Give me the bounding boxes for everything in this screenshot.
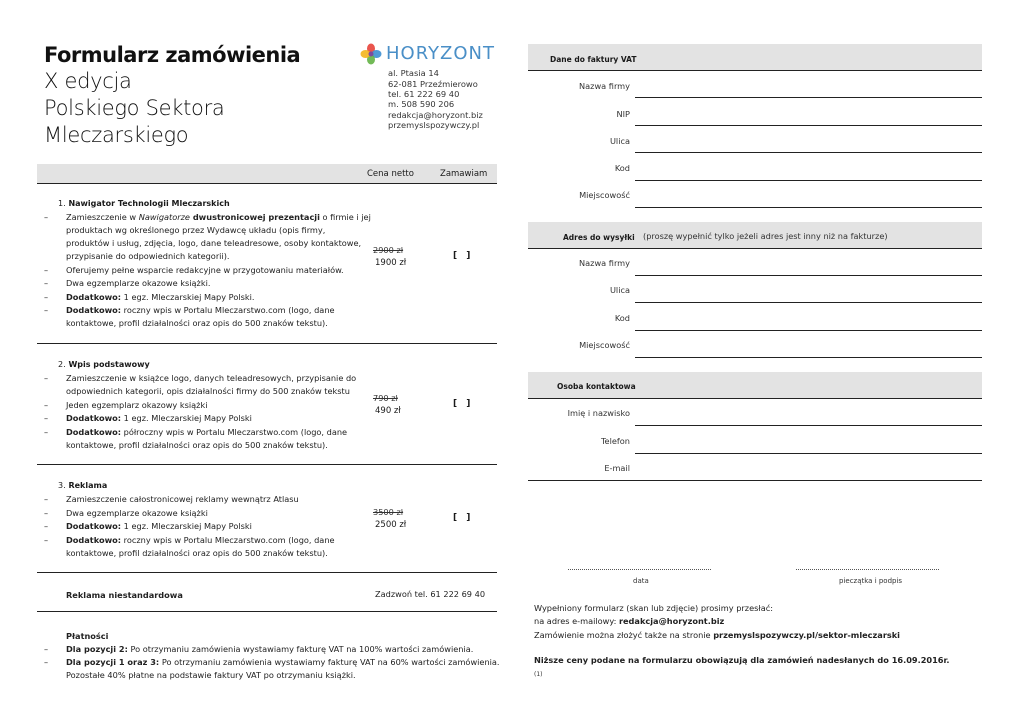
item-3-order-checkbox[interactable]: [ ] [453, 513, 474, 523]
item-3-dash: – [44, 508, 49, 518]
date-field[interactable] [568, 569, 711, 570]
item-1-line-6: Dwa egzemplarze okazowe książki. [66, 278, 211, 288]
shipping-street-label: Ulica [609, 285, 630, 295]
shipping-section-title: Adres do wysyłki [563, 233, 635, 242]
item-2-line-5: Dodatkowo: półroczny wpis w Portalu Mleczarstwo.com (logo, dane [66, 427, 348, 437]
row-divider [37, 572, 497, 573]
contact-phone-label: Telefon [600, 436, 630, 446]
item-1-new-price: 1900 zł [375, 258, 407, 268]
invoice-street-label: Ulica [609, 136, 630, 146]
invoice-city-label: Miejscowość [579, 190, 630, 200]
invoice-company-label: Nazwa firmy [579, 81, 630, 91]
contact-phone-field[interactable] [635, 453, 982, 454]
item-2-line-3: Jeden egzemplarz okazowy książki [66, 400, 208, 410]
item-2-line-6: kontaktowe, profil działalności oraz opis do 500 znaków tekstu). [66, 440, 328, 450]
item-3-line-2: Dwa egzemplarze okazowe książki [66, 508, 208, 518]
invoice-nip-label: NIP [616, 109, 630, 119]
item-3-line-1: Zamieszczenie całostronicowej reklamy wewnątrz Atlasu [66, 494, 299, 504]
submit-instructions: Wypełniony formularz (skan lub zdjęcie) prosimy przesłać: [534, 603, 773, 613]
item-3-dash: – [44, 521, 49, 531]
shipping-postcode-label: Kod [614, 313, 630, 323]
title-sector-1: Polskiego Sektora [44, 96, 225, 120]
item-1-dash: – [44, 278, 49, 288]
item-2-dash: – [44, 373, 49, 383]
publisher-phone: tel. 61 222 69 40 [388, 89, 460, 99]
publisher-address-2: 62-081 Przeźmierowo [388, 79, 478, 89]
contact-email-field[interactable] [528, 480, 982, 481]
col-order-header: Zamawiam [440, 169, 488, 179]
shipping-note: (proszę wypełnić tylko jeżeli adres jest inny niż na fakturze) [643, 231, 888, 241]
horyzont-logo-icon [360, 43, 382, 65]
invoice-postcode-field[interactable] [635, 180, 982, 181]
item-2-dash: – [44, 413, 49, 423]
payments-dash: – [44, 657, 49, 667]
publisher-name: HORYZONT [386, 43, 496, 64]
item-2-line-2: odpowiednich kategorii, opis działalności firmy do 500 znaków tekstu [66, 386, 350, 396]
item-1-line-7: Dodatkowo: 1 egz. Mleczarskiej Mapy Polski. [66, 292, 255, 302]
payments-line-3: Pozostałe 40% płatne na podstawie faktury VAT po otrzymaniu książki. [66, 670, 356, 680]
payments-dash: – [44, 644, 49, 654]
item-2-title: 2. Wpis podstawowy [58, 360, 150, 369]
item-3-line-4: Dodatkowo: roczny wpis w Portalu Mleczarstwo.com (logo, dane [66, 535, 335, 545]
stamp-signature-label: pieczątka i podpis [839, 577, 903, 585]
price-table-header [37, 164, 497, 184]
item-1-line-8: Dodatkowo: roczny wpis w Portalu Mleczarstwo.com (logo, dane [66, 305, 335, 315]
item-2-old-price: 790 zł [373, 393, 398, 403]
stamp-signature-field[interactable] [796, 569, 939, 570]
shipping-company-field[interactable] [635, 275, 982, 276]
item-3-old-price: 3500 zł [373, 507, 404, 517]
title-edition: X edycja [44, 69, 132, 93]
item-3-dash: – [44, 494, 49, 504]
item-1-dash: – [44, 265, 49, 275]
shipping-postcode-field[interactable] [635, 330, 982, 331]
item-1-order-checkbox[interactable]: [ ] [453, 251, 474, 261]
item-1-dash: – [44, 292, 49, 302]
item-2-line-4: Dodatkowo: 1 egz. Mleczarskiej Mapy Polski [66, 413, 252, 423]
deadline-notice: Niższe ceny podane na formularzu obowiązują dla zamówień nadesłanych do 16.09.2016r. [534, 655, 950, 665]
publisher-email: redakcja@horyzont.biz [388, 110, 483, 120]
invoice-postcode-label: Kod [614, 163, 630, 173]
contact-name-field[interactable] [635, 425, 982, 426]
row-divider [37, 611, 497, 612]
invoice-nip-field[interactable] [635, 125, 982, 126]
item-3-new-price: 2500 zł [375, 520, 407, 530]
item-1-old-price: 2900 zł [373, 245, 404, 255]
item-1-line-9: kontaktowe, profil działalności oraz opis do 500 znaków tekstu). [66, 318, 328, 328]
submit-web-link[interactable]: przemyslspozywczy.pl/sektor-mleczarski [713, 630, 900, 640]
submit-email-line: na adres e-mailowy: redakcja@horyzont.biz [534, 616, 725, 626]
payments-line-2: Dla pozycji 1 oraz 3: Po otrzymaniu zamówienia wystawiamy fakturę VAT na 60% wartości zamówienia. [66, 657, 500, 667]
publisher-mobile: m. 508 590 206 [388, 99, 455, 109]
contact-email-label: E-mail [604, 463, 630, 473]
item-1-line-4: przypisanie do odpowiednich kategorii). [66, 251, 230, 261]
item-2-dash: – [44, 400, 49, 410]
contact-name-label: Imię i nazwisko [567, 408, 630, 418]
row-divider [37, 464, 497, 465]
submit-email-link[interactable]: redakcja@horyzont.biz [618, 616, 725, 626]
shipping-city-label: Miejscowość [579, 340, 630, 350]
footnote-marker: (1) [534, 671, 543, 678]
item-1-line-1: Zamieszczenie w Nawigatorze dwustronicowej prezentacji o firmie i jej [66, 212, 371, 222]
item-1-title: 1. Nawigator Technologii Mleczarskich [58, 199, 230, 208]
invoice-company-field[interactable] [635, 97, 982, 98]
item-1-line-3: produktów i usług, zdjęcia, logo, dane teleadresowe, osoby kontaktowe, [66, 238, 362, 248]
item-1-line-5: Oferujemy pełne wsparcie redakcyjne w przygotowaniu materiałów. [66, 265, 344, 275]
invoice-street-field[interactable] [635, 152, 982, 153]
item-1-line-2: produktach wg określonego przez Wydawcę układu (opis firmy, [66, 225, 326, 235]
invoice-section-title: Dane do faktury VAT [550, 55, 637, 64]
item-3-line-5: kontaktowe, profil działalności oraz opis do 500 znaków tekstu). [66, 548, 328, 558]
shipping-company-label: Nazwa firmy [579, 258, 630, 268]
row-divider [37, 343, 497, 344]
item-2-line-1: Zamieszczenie w książce logo, danych teleadresowych, przypisanie do [66, 373, 357, 383]
item-1-dash: – [44, 212, 49, 222]
item-3-dash: – [44, 535, 49, 545]
custom-ad-label: Reklama niestandardowa [66, 590, 183, 600]
item-2-dash: – [44, 427, 49, 437]
col-price-header: Cena netto [367, 169, 414, 179]
submit-web-line: Zamówienie można złożyć także na stronie przemyslspozywczy.pl/sektor-mleczarski [534, 630, 900, 640]
contact-section-title: Osoba kontaktowa [557, 382, 636, 391]
shipping-street-field[interactable] [635, 302, 982, 303]
title-sector-2: Mleczarskiego [44, 123, 189, 147]
custom-ad-phone: Zadzwoń tel. 61 222 69 40 [375, 589, 486, 599]
item-2-new-price: 490 zł [375, 406, 401, 416]
shipping-city-field[interactable] [635, 357, 982, 358]
invoice-city-field[interactable] [635, 207, 982, 208]
item-3-title: 3. Reklama [58, 481, 108, 490]
item-3-line-3: Dodatkowo: 1 egz. Mleczarskiej Mapy Polski [66, 521, 252, 531]
form-title: Formularz zamówienia [44, 43, 301, 67]
publisher-address-1: al. Ptasia 14 [388, 68, 439, 78]
date-label: data [633, 577, 649, 585]
payments-title: Płatności [66, 631, 109, 641]
payments-line-1: Dla pozycji 2: Po otrzymaniu zamówienia wystawiamy fakturę VAT na 100% wartości zamówienia. [66, 644, 474, 654]
publisher-website: przemyslspozywczy.pl [388, 120, 480, 130]
item-1-dash: – [44, 305, 49, 315]
item-2-order-checkbox[interactable]: [ ] [453, 399, 474, 409]
